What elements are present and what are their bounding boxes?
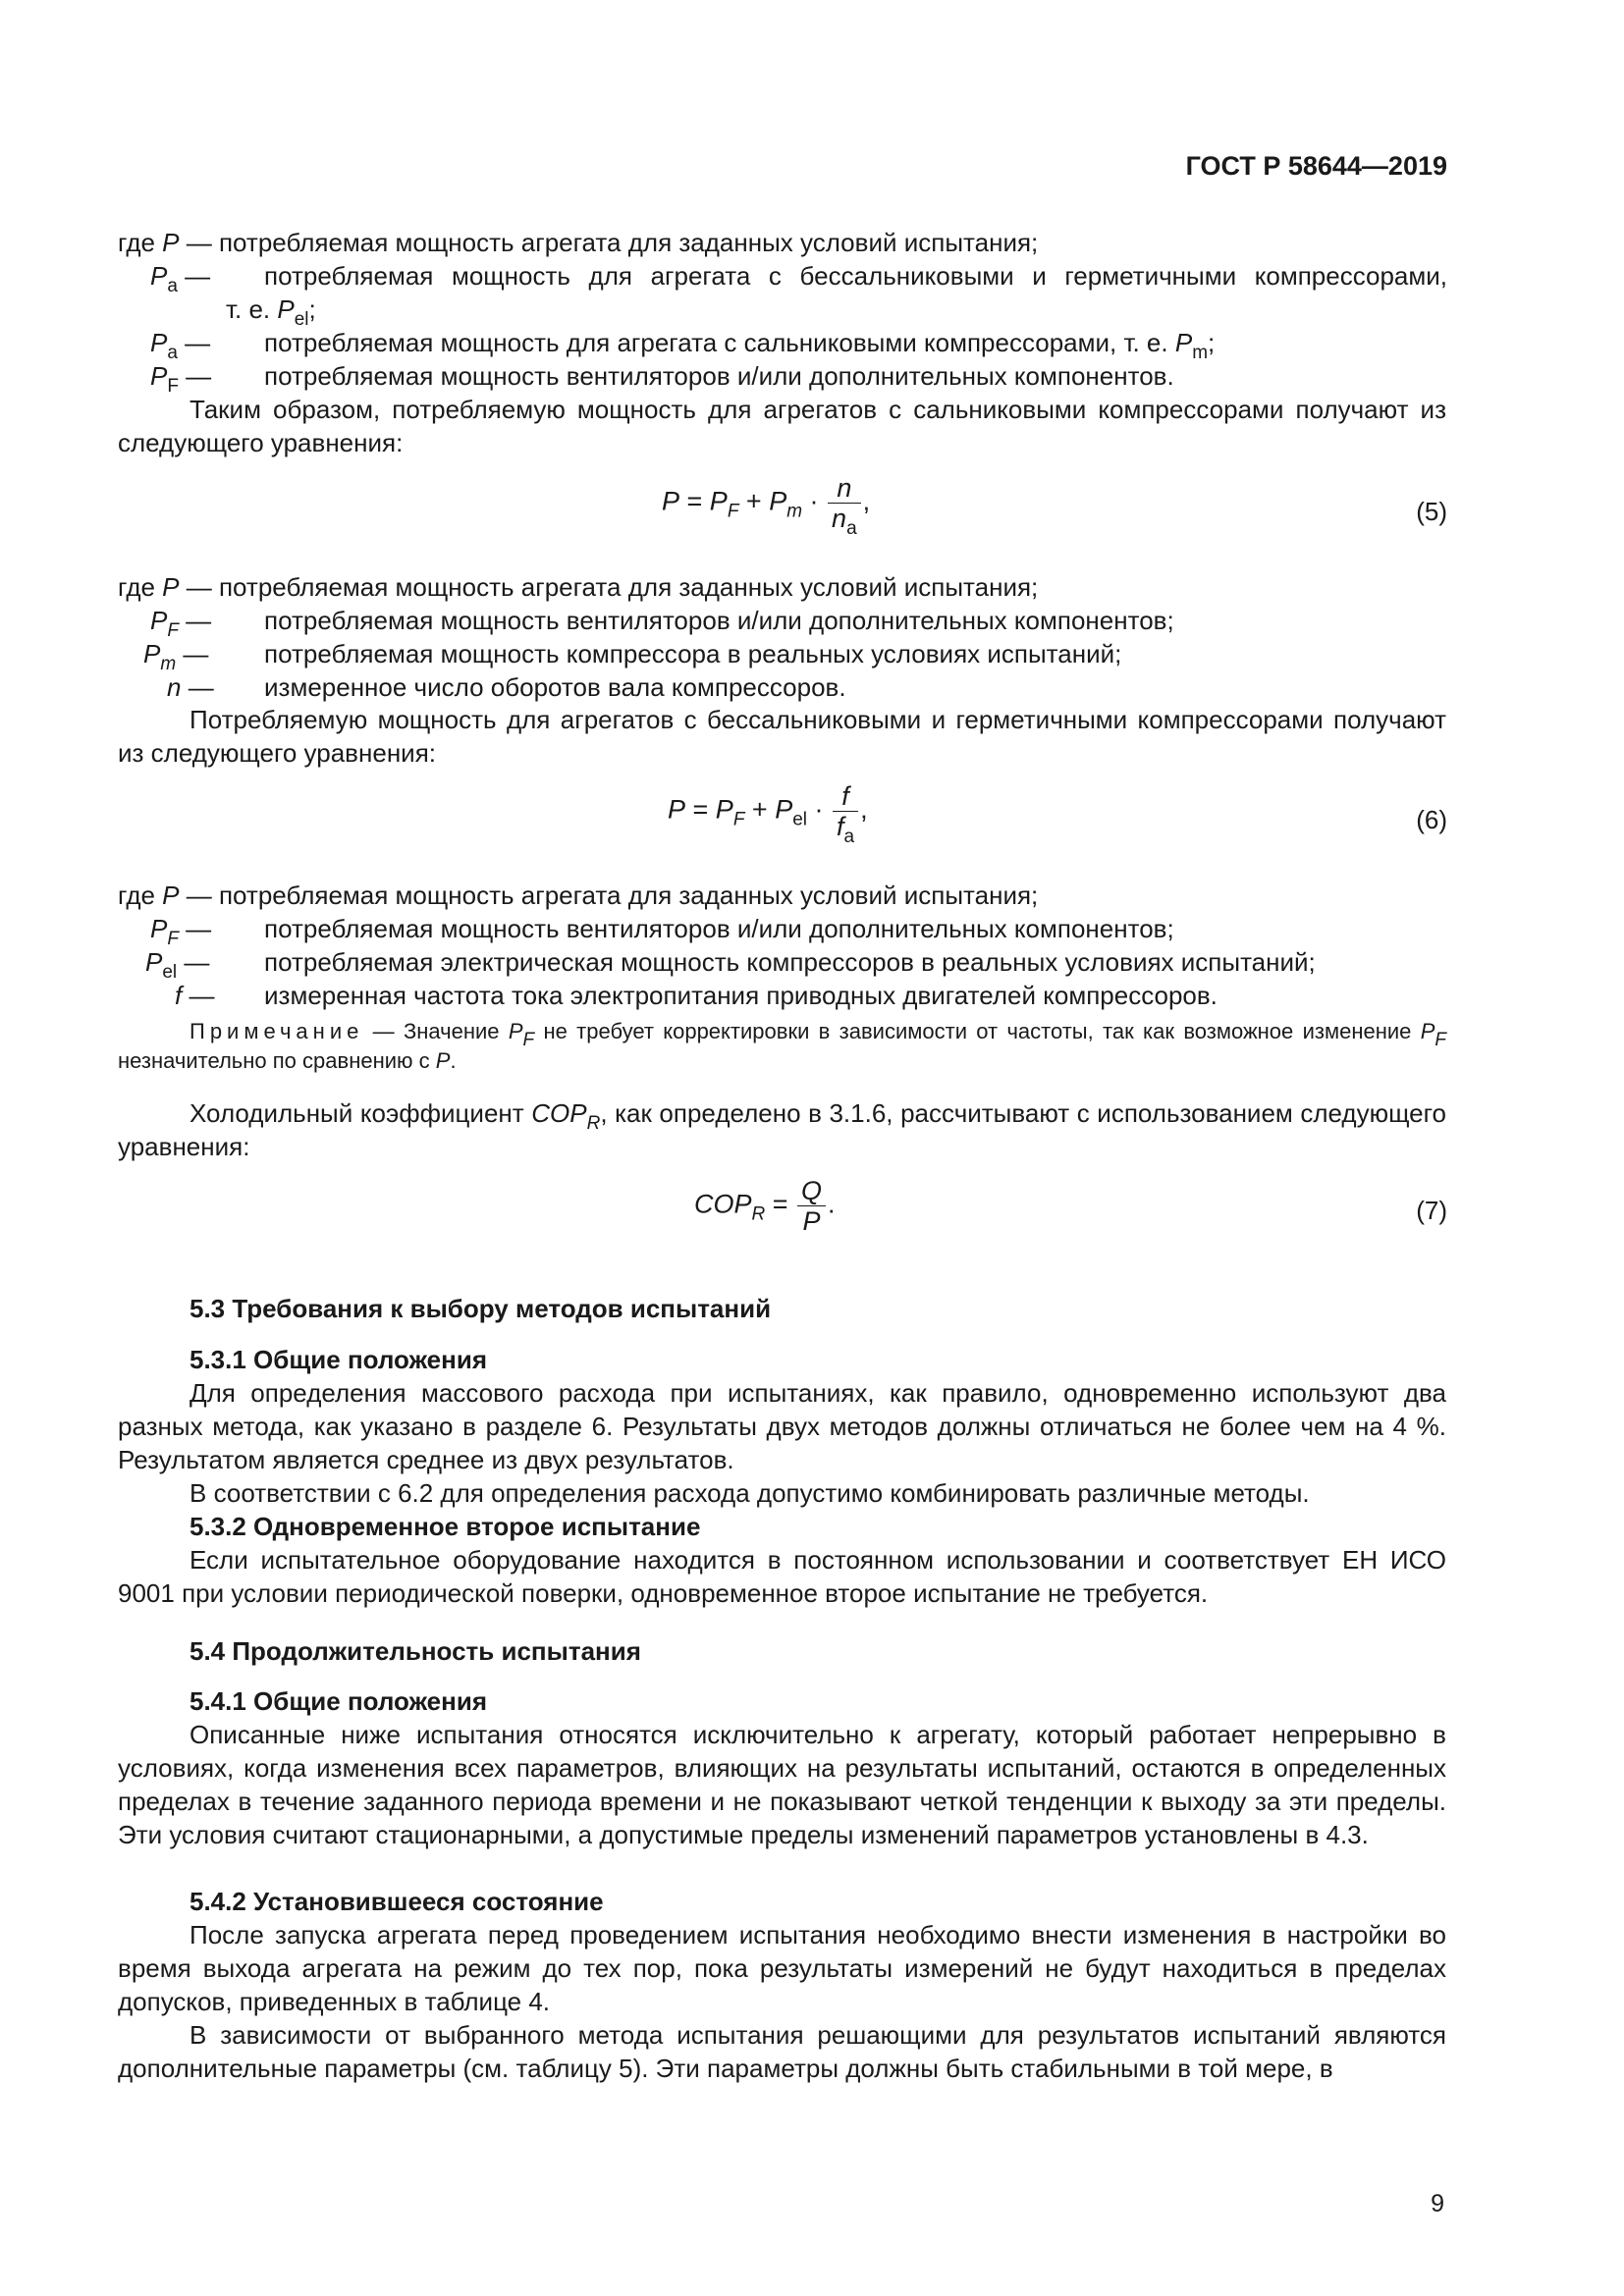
definition-dash: — <box>179 572 219 602</box>
definition-dash: — <box>179 228 219 257</box>
definition-dash: — <box>178 361 212 391</box>
equation-number-5: (5) <box>1416 497 1447 526</box>
definition-dash: — <box>177 328 211 357</box>
definition-text: потребляемая мощность агрегата для заданных условий испытания; <box>218 881 1039 910</box>
eq-fraction <box>833 781 858 847</box>
definition-text: потребляемая мощность агрегата для заданных условий испытания; <box>218 572 1039 602</box>
note-symbol: P <box>1420 1019 1435 1043</box>
eq-denominator <box>833 812 858 847</box>
definition-subscript: F <box>167 929 179 949</box>
eq-numerator: Q <box>797 1176 826 1206</box>
eq-subscript: m <box>786 501 803 522</box>
definition-symbol: P <box>162 572 180 602</box>
definition-symbol: P <box>162 228 180 257</box>
note-subscript: F <box>522 1030 535 1050</box>
definition-symbol: P <box>150 261 168 291</box>
paragraph-5-4-2-b: В зависимости от выбранного метода испытания решающими для результатов испытаний являются дополнительные параметры (см. таблицу 5). Эти параметры должны быть стабильными в той мере, в <box>118 2020 1446 2083</box>
eq-symbol: P <box>715 794 733 825</box>
definition-text: потребляемая мощность вентиляторов и/или дополнительных компонентов; <box>264 606 1174 635</box>
eq-operator: + <box>744 794 776 825</box>
equation-number-7: (7) <box>1416 1196 1447 1225</box>
subsection-heading-5-4-2: 5.4.2 Установившееся состояние <box>189 1887 604 1916</box>
definitions-block-2 <box>118 570 1446 704</box>
definition-text: потребляемая мощность для агрегата с бессальниковыми и герметичными компрессорами, <box>264 261 1447 291</box>
paragraph-5-4-2-a: После запуска агрегата перед проведением испытания необходимо внести изменения в настройки во время выхода агрегата на режим до тех пор, пока результаты измерений не будут находиться в пределах допусков, приведенных в таблице 4. <box>118 1920 1446 2016</box>
definition-text: потребляемая мощность для агрегата с сальниковыми компрессорами, т. е. <box>264 328 1175 357</box>
definition-symbol-group <box>150 912 212 949</box>
eq-symbol: P <box>668 794 686 825</box>
eq-punct: , <box>862 486 871 516</box>
eq-symbol: P <box>709 486 728 516</box>
eq-fraction <box>828 473 861 539</box>
definition-symbol: P <box>150 328 168 357</box>
definition-symbol-group <box>175 979 214 1012</box>
eq-operator: + <box>738 486 770 516</box>
note-text: не требует корректировки в зависимости от частоты, так как возможное изменение <box>534 1019 1421 1043</box>
note-label: Примечание <box>189 1019 364 1043</box>
punctuation: ; <box>1208 328 1216 357</box>
definition-symbol: P <box>150 914 168 943</box>
definition-text: измеренная частота тока электропитания приводных двигателей компрессоров. <box>264 981 1218 1010</box>
eq-operator: · <box>802 486 827 516</box>
subsection-heading-5-4-1: 5.4.1 Общие положения <box>189 1686 487 1716</box>
eq-operator: = <box>765 1189 796 1219</box>
definition-text: потребляемая мощность компрессора в реальных условиях испытаний; <box>264 639 1122 668</box>
definition-row <box>118 912 1446 949</box>
definition-dash: — <box>179 881 219 910</box>
definition-symbol-group <box>167 670 214 704</box>
equation-5 <box>662 473 871 539</box>
definition-dash: — <box>181 672 214 702</box>
definition-row <box>118 670 1446 704</box>
definition-subscript: m <box>1192 343 1209 363</box>
definition-row <box>118 226 1446 259</box>
definition-symbol: P <box>145 947 163 977</box>
paragraph-5-3-1-b: В соответствии с 6.2 для определения расхода допустимо комбинировать различные методы. <box>189 1478 1310 1508</box>
note-text: незначительно по сравнению с <box>118 1048 436 1073</box>
definition-symbol-group <box>150 359 212 397</box>
definition-text-group <box>264 326 1216 363</box>
paragraph-text: Холодильный коэффициент <box>189 1098 532 1128</box>
definition-symbol: P <box>150 361 168 391</box>
eq-subscript: el <box>792 809 808 830</box>
eq-symbol: n <box>832 504 847 533</box>
page-number: 9 <box>1431 2190 1444 2217</box>
definition-row <box>118 604 1446 641</box>
note-paragraph <box>118 1017 1446 1076</box>
definition-prefix: где <box>118 572 163 602</box>
subsection-heading-5-3-2: 5.3.2 Одновременное второе испытание <box>189 1512 701 1541</box>
eq-punct: . <box>828 1189 836 1219</box>
definition-symbol: P <box>277 294 295 324</box>
definition-dash: — <box>178 606 212 635</box>
paragraph-5-3-1-a: Для определения массового расхода при испытаниях, как правило, одновременно используют два разных метода, как указано в разделе 6. Результаты двух методов должны отличаться не более чем на 4 %. Результатом является среднее из двух результатов. <box>118 1378 1446 1474</box>
eq-symbol: P <box>775 794 793 825</box>
definition-subscript: el <box>294 309 309 330</box>
eq-operator: = <box>685 794 716 825</box>
note-text: . <box>450 1048 457 1073</box>
definition-subscript: a <box>167 343 178 363</box>
definition-text: измеренное число оборотов вала компрессоров. <box>264 672 846 702</box>
definitions-block-1 <box>118 226 1447 397</box>
equation-6 <box>668 781 868 847</box>
note-text: — Значение <box>363 1019 509 1043</box>
eq-punct: , <box>860 794 868 825</box>
eq-symbol: f <box>837 812 844 841</box>
note-subscript: F <box>1435 1030 1446 1050</box>
definition-prefix: где <box>118 228 163 257</box>
definition-row <box>118 979 1446 1012</box>
definition-prefix: где <box>118 881 163 910</box>
paragraph-1: Таким образом, потребляемую мощность для агрегатов с сальниковыми компрессорами получают из следующего уравнения: <box>118 395 1446 457</box>
eq-numerator: f <box>833 781 858 812</box>
definition-symbol-group <box>143 637 209 674</box>
equation-number-6: (6) <box>1416 805 1447 834</box>
definition-symbol: n <box>167 672 182 702</box>
definition-dash: — <box>177 261 211 291</box>
eq-denominator <box>828 504 861 539</box>
section-heading-5-4: 5.4 Продолжительность испытания <box>189 1636 641 1666</box>
paragraph-text: , как определено в 3.1.6, рассчитывают с использованием следующего уравнения: <box>118 1098 1447 1161</box>
definition-dash: — <box>178 914 212 943</box>
eq-subscript: F <box>732 809 745 830</box>
definition-dash: — <box>176 639 209 668</box>
eq-subscript: R <box>751 1203 766 1225</box>
definition-symbol: P <box>1174 328 1193 357</box>
definition-text: потребляемая электрическая мощность компрессоров в реальных условиях испытаний; <box>264 947 1316 977</box>
cop-subscript: R <box>586 1113 601 1134</box>
definition-row <box>118 879 1446 912</box>
definition-row-continued <box>118 293 1446 330</box>
equation-7 <box>694 1176 836 1236</box>
eq-denominator: P <box>802 1206 821 1236</box>
definition-row <box>118 570 1446 604</box>
definition-row <box>118 326 1446 363</box>
definition-symbol: P <box>143 639 161 668</box>
definition-text: потребляемая мощность вентиляторов и/или дополнительных компонентов. <box>264 361 1174 391</box>
definition-subscript: el <box>162 962 178 983</box>
subsection-heading-5-3-1: 5.3.1 Общие положения <box>189 1345 487 1374</box>
eq-operator: = <box>679 486 710 516</box>
paragraph-5-4-1: Описанные ниже испытания относятся исключительно к агрегату, который работает непрерывно в условиях, когда изменения всех параметров, влияющих на результаты испытаний, остаются в определенных пределах в течение заданного периода времени и не показывают четкой тенденции к выходу за эти пределы. Эти условия считают стационарными, а допустимые пределы изменений параметров установлены в 4.3. <box>118 1720 1446 1849</box>
definition-subscript: F <box>167 620 179 641</box>
definition-row <box>118 945 1446 983</box>
definition-subscript: m <box>160 654 177 674</box>
definition-row <box>118 359 1446 397</box>
eq-operator: · <box>807 794 832 825</box>
definition-symbol: P <box>162 881 180 910</box>
definition-symbol-group <box>150 259 211 296</box>
definition-subscript: a <box>167 276 178 296</box>
definition-row <box>118 259 1447 296</box>
document-header-id: ГОСТ Р 58644—2019 <box>1185 151 1447 181</box>
definition-text: потребляемая мощность вентиляторов и/или дополнительных компонентов; <box>264 914 1174 943</box>
paragraph-5-3-2: Если испытательное оборудование находится в постоянном использовании и соответствует ЕН ИСО 9001 при условии периодической поверки, одновременное второе испытание не требуется. <box>118 1545 1446 1608</box>
definition-row <box>118 637 1446 674</box>
punctuation: ; <box>308 294 316 324</box>
note-symbol: P <box>508 1019 523 1043</box>
definition-symbol-group <box>150 604 212 641</box>
eq-subscript: a <box>846 518 857 539</box>
definition-text: т. е. <box>226 294 278 324</box>
definition-symbol: P <box>150 606 168 635</box>
cop-symbol: COP <box>531 1098 587 1128</box>
eq-fraction <box>797 1176 826 1236</box>
note-symbol: P <box>435 1048 451 1073</box>
definitions-block-3 <box>118 879 1446 1012</box>
definition-symbol: f <box>175 981 183 1010</box>
definition-dash: — <box>177 947 210 977</box>
paragraph-2: Потребляемую мощность для агрегатов с бессальниковыми и герметичными компрессорами получают из следующего уравнения: <box>118 705 1446 768</box>
eq-subscript: F <box>727 501 739 522</box>
eq-numerator: n <box>828 473 861 504</box>
definition-dash: — <box>182 981 215 1010</box>
definition-continuation <box>226 293 316 330</box>
definition-text: потребляемая мощность агрегата для заданных условий испытания; <box>218 228 1039 257</box>
definition-symbol-group <box>145 945 210 983</box>
definition-symbol-group <box>150 326 211 363</box>
definition-subscript: F <box>167 376 179 397</box>
eq-symbol: P <box>769 486 787 516</box>
paragraph-3 <box>118 1096 1446 1163</box>
eq-subscript: a <box>843 827 855 847</box>
section-heading-5-3: 5.3 Требования к выбору методов испытаний <box>189 1294 772 1323</box>
eq-symbol: P <box>662 486 680 516</box>
eq-symbol: COP <box>694 1189 752 1219</box>
